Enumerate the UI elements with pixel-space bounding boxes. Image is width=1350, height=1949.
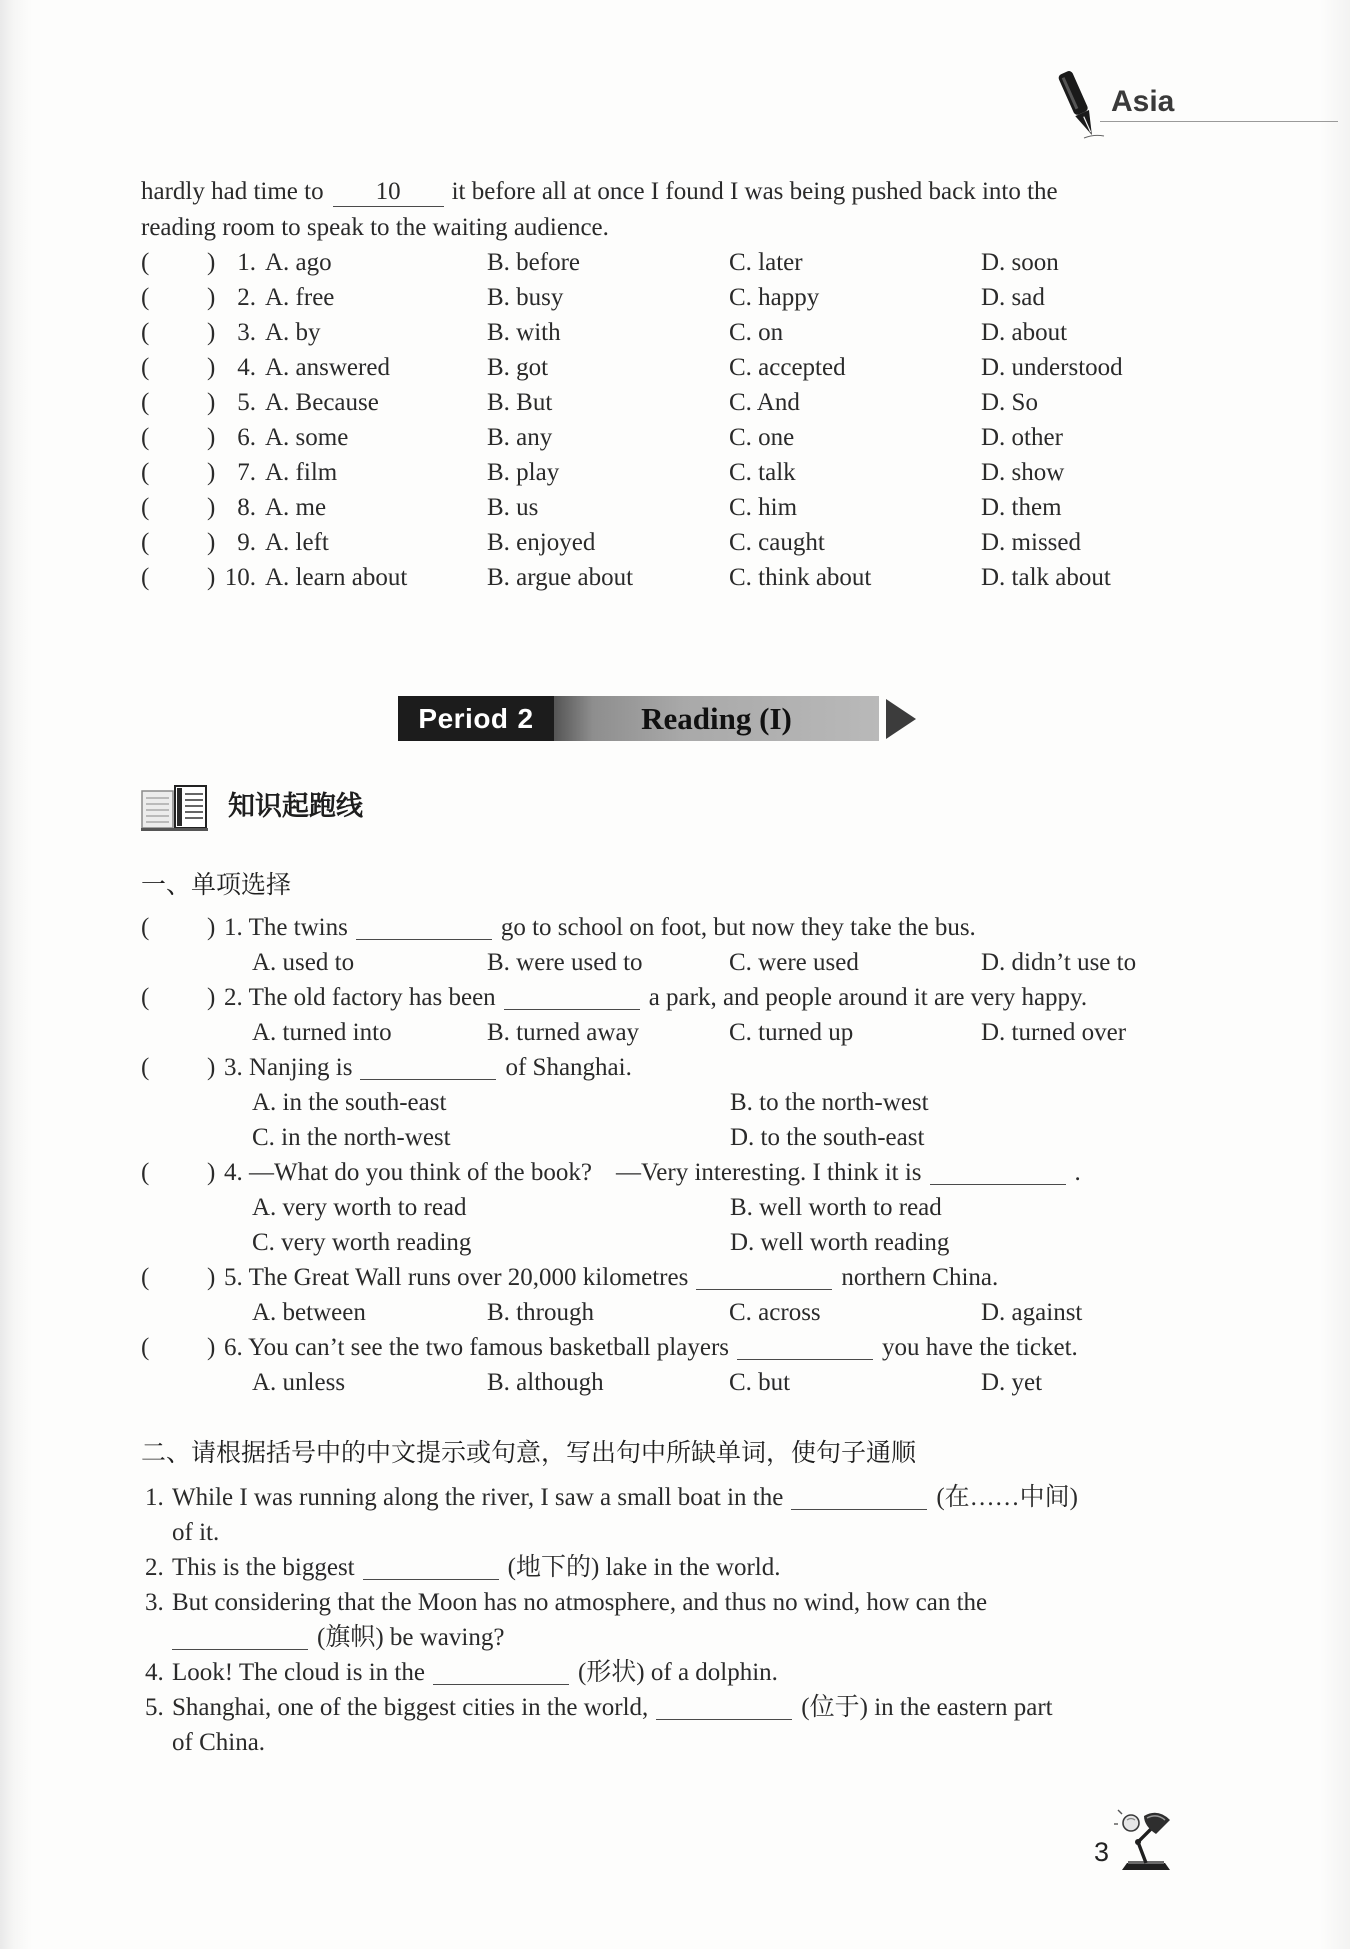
fill-in-item (0, 1550, 1350, 1585)
answer-blank (930, 1162, 1066, 1185)
question-stem (0, 910, 1350, 945)
option-b: B. turned away (487, 1019, 640, 1046)
option-c: C. caught (729, 529, 825, 556)
fill-in-item (0, 1655, 1350, 1690)
period-number: 2 (517, 703, 534, 734)
answer-bracket-open: ( (141, 284, 150, 311)
question-stem (0, 1330, 1350, 1365)
option-b: B. got (487, 354, 549, 381)
answer-bracket-open: ( (141, 354, 150, 381)
item-number: 2. (145, 1554, 164, 1581)
answer-bracket-close: ) (207, 1334, 216, 1361)
item-hint: (旗帜) be waving? (317, 1624, 505, 1651)
question-number: 6. (224, 1334, 243, 1361)
option-b: B. were used to (487, 949, 643, 976)
question-stem (0, 1260, 1350, 1295)
item-number: 2. (237, 284, 256, 311)
option-a: A. by (265, 319, 321, 346)
page-number: 3 (1094, 1837, 1110, 1867)
option-d: D. against (981, 1299, 1083, 1326)
option-a: A. answered (265, 354, 390, 381)
question-options (0, 1225, 1350, 1260)
part-heading: 一、单项选择 (141, 870, 292, 899)
option-d: D. sad (981, 284, 1045, 311)
item-number: 10. (224, 564, 256, 591)
item-number: 1. (237, 249, 256, 276)
option-c: C. in the north-west (252, 1124, 451, 1151)
stem-after: a park, and people around it are very happy. (648, 984, 1088, 1011)
stem-before: You can’t see the two famous basketball players (248, 1334, 729, 1361)
answer-bracket-close: ) (207, 249, 216, 276)
answer-blank (363, 1557, 499, 1580)
item-number: 1. (145, 1484, 164, 1511)
item-before: But considering that the Moon has no atmosphere, and thus no wind, how can the (172, 1589, 988, 1616)
cloze-option-row (0, 490, 1350, 525)
fill-in-item (0, 1480, 1350, 1515)
question-number: 3. (224, 1054, 243, 1081)
period-label (398, 696, 554, 741)
cloze-option-row (0, 455, 1350, 490)
option-b: B. before (487, 249, 581, 276)
option-c: C. think about (729, 564, 872, 591)
answer-bracket-close: ) (207, 354, 216, 381)
option-b: B. although (487, 1369, 604, 1396)
option-b: B. But (487, 389, 553, 416)
item-number: 5. (237, 389, 256, 416)
option-d: D. understood (981, 354, 1123, 381)
option-b: B. well worth to read (730, 1194, 942, 1221)
option-d: D. yet (981, 1369, 1043, 1396)
passage-text: hardly had time to (141, 178, 324, 205)
option-a: A. me (265, 494, 327, 521)
option-c: C. were used (729, 949, 859, 976)
question-number: 4. (224, 1159, 243, 1186)
arrow-right-icon (885, 699, 917, 739)
option-a: A. unless (252, 1369, 346, 1396)
stem-before: The twins (248, 914, 348, 941)
option-d: D. show (981, 459, 1065, 486)
answer-bracket-open: ( (141, 319, 150, 346)
item-hint: (在……中间) (936, 1484, 1078, 1511)
item-hint: (地下的) lake in the world. (507, 1554, 781, 1581)
option-c: C. across (729, 1299, 821, 1326)
question-stem (0, 1050, 1350, 1085)
answer-blank (356, 917, 492, 940)
stem-after: of Shanghai. (505, 1054, 632, 1081)
answer-bracket-open: ( (141, 1334, 150, 1361)
answer-blank (433, 1662, 569, 1685)
pen-icon (1050, 68, 1106, 142)
question-number: 2. (224, 984, 243, 1011)
item-before: Shanghai, one of the biggest cities in the world, (172, 1694, 649, 1721)
option-b: B. busy (487, 284, 564, 311)
item-number: 4. (237, 354, 256, 381)
option-a: A. Because (265, 389, 379, 416)
question-options (0, 1085, 1350, 1120)
question-number: 5. (224, 1264, 243, 1291)
answer-bracket-open: ( (141, 984, 150, 1011)
answer-bracket-open: ( (141, 564, 150, 591)
item-text (172, 1620, 504, 1655)
question-options (0, 1120, 1350, 1155)
answer-bracket-close: ) (207, 564, 216, 591)
answer-bracket-open: ( (141, 1264, 150, 1291)
item-number: 7. (237, 459, 256, 486)
question-text (224, 1050, 632, 1085)
section-title: 知识起跑线 (228, 791, 363, 822)
book-icon (141, 784, 209, 832)
answer-bracket-close: ) (207, 984, 216, 1011)
question-text (224, 1330, 1078, 1365)
option-d: D. soon (981, 249, 1059, 276)
option-d: D. them (981, 494, 1062, 521)
part-heading: 二、请根据括号中的中文提示或句意，写出句中所缺单词，使句子通顺 (141, 1438, 917, 1467)
cloze-option-row (0, 420, 1350, 455)
desk-lamp-icon (1114, 1808, 1176, 1872)
item-number: 4. (145, 1659, 164, 1686)
option-a: A. turned into (252, 1019, 392, 1046)
item-before: This is the biggest (172, 1554, 355, 1581)
option-c: C. but (729, 1369, 791, 1396)
option-b: B. with (487, 319, 561, 346)
answer-bracket-open: ( (141, 1159, 150, 1186)
answer-bracket-close: ) (207, 424, 216, 451)
item-number: 5. (145, 1694, 164, 1721)
answer-bracket-close: ) (207, 494, 216, 521)
answer-blank (737, 1337, 873, 1360)
item-before: While I was running along the river, I saw a small boat in the (172, 1484, 784, 1511)
option-b: B. to the north-west (730, 1089, 929, 1116)
answer-blank (791, 1487, 927, 1510)
fill-in-item-continuation (0, 1515, 1350, 1550)
passage-line (141, 174, 1058, 209)
answer-bracket-close: ) (207, 914, 216, 941)
cloze-option-row (0, 280, 1350, 315)
question-stem (0, 980, 1350, 1015)
item-hint: (形状) of a dolphin. (577, 1659, 778, 1686)
answer-blank (504, 987, 640, 1010)
answer-bracket-close: ) (207, 284, 216, 311)
cloze-option-row (0, 315, 1350, 350)
answer-bracket-close: ) (207, 319, 216, 346)
header-rule (1100, 121, 1338, 122)
fill-in-item (0, 1690, 1350, 1725)
answer-bracket-open: ( (141, 459, 150, 486)
option-c: C. one (729, 424, 795, 451)
answer-bracket-close: ) (207, 459, 216, 486)
item-continuation: of China. (172, 1729, 266, 1756)
stem-after: . (1074, 1159, 1081, 1186)
option-b: B. any (487, 424, 553, 451)
option-a: A. learn about (265, 564, 408, 591)
option-d: D. about (981, 319, 1068, 346)
item-number: 6. (237, 424, 256, 451)
fill-in-item-continuation (0, 1620, 1350, 1655)
period-title: Reading (I) (554, 696, 879, 741)
option-b: B. us (487, 494, 539, 521)
option-d: D. to the south-east (730, 1124, 925, 1151)
option-c: C. happy (729, 284, 820, 311)
option-c: C. very worth reading (252, 1229, 472, 1256)
option-a: A. ago (265, 249, 332, 276)
option-d: D. didn’t use to (981, 949, 1137, 976)
answer-bracket-open: ( (141, 249, 150, 276)
question-text (224, 1155, 1081, 1190)
question-stem (0, 1155, 1350, 1190)
fill-in-item-continuation (0, 1725, 1350, 1760)
option-a: A. very worth to read (252, 1194, 467, 1221)
option-c: C. later (729, 249, 803, 276)
cloze-option-row (0, 245, 1350, 280)
period-word: Period (418, 703, 509, 734)
option-c: C. turned up (729, 1019, 854, 1046)
option-a: A. between (252, 1299, 366, 1326)
answer-bracket-open: ( (141, 914, 150, 941)
stem-before: Nanjing is (249, 1054, 353, 1081)
stem-after: you have the ticket. (882, 1334, 1078, 1361)
item-number: 3. (145, 1589, 164, 1616)
question-options (0, 945, 1350, 980)
item-text (172, 1550, 781, 1585)
answer-bracket-open: ( (141, 424, 150, 451)
cloze-option-row (0, 560, 1350, 595)
question-options (0, 1295, 1350, 1330)
answer-bracket-close: ) (207, 529, 216, 556)
option-a: A. some (265, 424, 349, 451)
cloze-option-row (0, 385, 1350, 420)
option-a: A. free (265, 284, 335, 311)
option-b: B. play (487, 459, 560, 486)
item-before: Look! The cloud is in the (172, 1659, 425, 1686)
answer-blank (656, 1697, 792, 1720)
fill-in-item (0, 1585, 1350, 1620)
answer-bracket-close: ) (207, 1159, 216, 1186)
question-text (224, 910, 976, 945)
answer-blank (696, 1267, 832, 1290)
answer-bracket-open: ( (141, 529, 150, 556)
option-b: B. enjoyed (487, 529, 596, 556)
answer-bracket-close: ) (207, 1054, 216, 1081)
stem-after: go to school on foot, but now they take the bus. (500, 914, 976, 941)
passage-line: reading room to speak to the waiting audience. (141, 214, 609, 241)
option-c: C. accepted (729, 354, 846, 381)
option-d: D. missed (981, 529, 1081, 556)
item-text (172, 1480, 1078, 1515)
stem-after: northern China. (841, 1264, 999, 1291)
answer-bracket-open: ( (141, 389, 150, 416)
item-text (172, 1655, 778, 1690)
chapter-title: Asia (1111, 85, 1175, 118)
answer-bracket-open: ( (141, 494, 150, 521)
option-d: D. turned over (981, 1019, 1127, 1046)
cloze-option-row (0, 350, 1350, 385)
question-options (0, 1015, 1350, 1050)
option-b: B. argue about (487, 564, 634, 591)
option-a: A. used to (252, 949, 355, 976)
item-number: 3. (237, 319, 256, 346)
option-c: C. him (729, 494, 798, 521)
item-number: 9. (237, 529, 256, 556)
stem-before: The Great Wall runs over 20,000 kilometres (248, 1264, 689, 1291)
item-number: 8. (237, 494, 256, 521)
stem-reply: —Very interesting. I think it is (616, 1159, 922, 1186)
option-d: D. other (981, 424, 1063, 451)
question-text (224, 980, 1087, 1015)
option-b: B. through (487, 1299, 594, 1326)
option-d: D. So (981, 389, 1038, 416)
option-c: C. And (729, 389, 800, 416)
answer-blank (172, 1627, 308, 1650)
option-c: C. talk (729, 459, 796, 486)
answer-bracket-close: ) (207, 1264, 216, 1291)
option-d: D. well worth reading (730, 1229, 950, 1256)
item-hint: (位于) in the eastern part (801, 1694, 1053, 1721)
answer-bracket-open: ( (141, 1054, 150, 1081)
question-text (224, 1260, 998, 1295)
option-a: A. in the south-east (252, 1089, 447, 1116)
cloze-option-row (0, 525, 1350, 560)
answer-blank (360, 1057, 496, 1080)
option-a: A. left (265, 529, 329, 556)
question-number: 1. (224, 914, 243, 941)
answer-blank: 10 (333, 178, 444, 207)
question-options (0, 1365, 1350, 1400)
answer-bracket-close: ) (207, 389, 216, 416)
stem-before: —What do you think of the book? (249, 1159, 592, 1186)
question-options (0, 1190, 1350, 1225)
item-text (172, 1690, 1053, 1725)
option-d: D. talk about (981, 564, 1111, 591)
option-c: C. on (729, 319, 784, 346)
stem-before: The old factory has been (248, 984, 496, 1011)
passage-text: it before all at once I found I was being pushed back into the (451, 178, 1058, 205)
item-continuation: of it. (172, 1519, 220, 1546)
option-a: A. film (265, 459, 338, 486)
